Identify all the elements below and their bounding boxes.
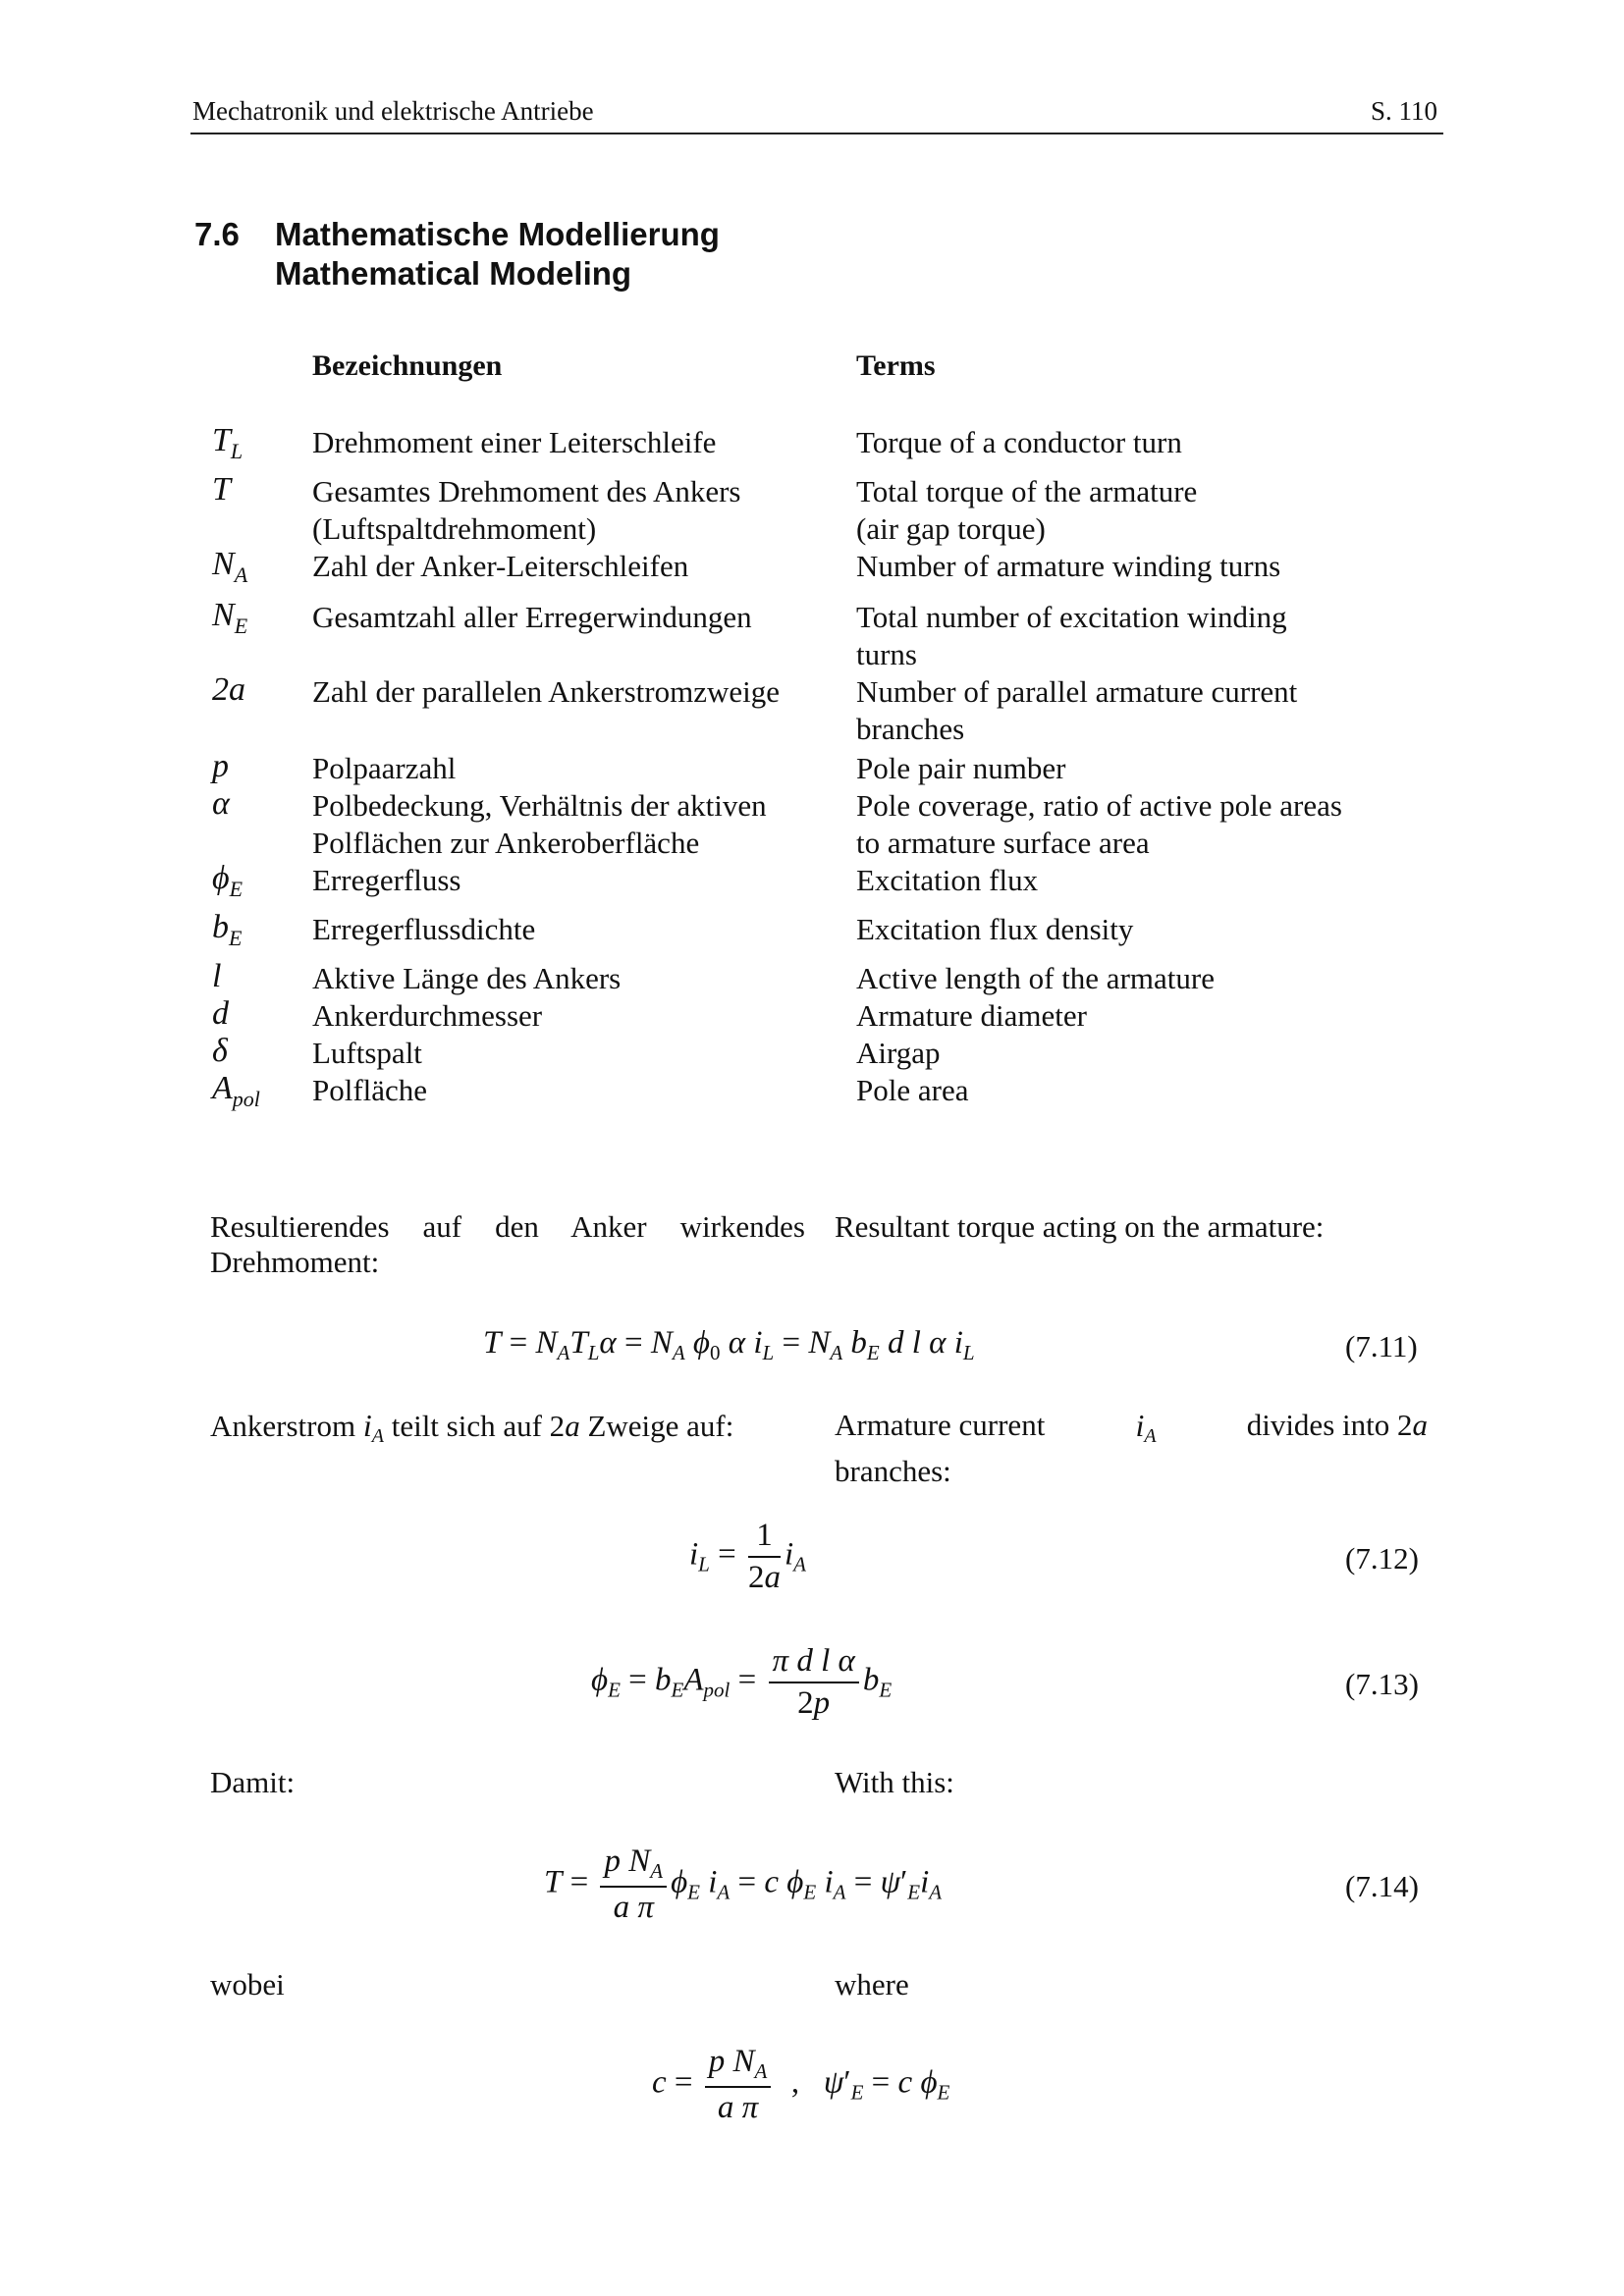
term-symbol: $b_E$ xyxy=(212,909,243,950)
ankerstrom-text-de-part1: Ankerstrom xyxy=(210,1409,356,1443)
equation-7-14: T = $\frac{p N_A}{\text{a π}}$ $\phi_E$ $i_A = c$ $\phi_E$ $i_A = \psi'_Ei_A$ xyxy=(544,1843,943,1925)
term-description-en: Number of parallel armature current branches xyxy=(856,674,1298,746)
term-symbol: p xyxy=(212,748,229,784)
term-description-en: Torque of a conductor turn xyxy=(856,425,1182,459)
armature-text-en-part1: Armature current xyxy=(835,1408,1046,1442)
equation-number-7-11: (7.11) xyxy=(1345,1329,1418,1363)
term-description-de: Drehmoment einer Leiterschleife xyxy=(312,425,717,459)
term-description-de: Erregerfluss xyxy=(312,863,461,897)
term-description-de: Polpaarzahl xyxy=(312,751,457,785)
section-number: 7.6 xyxy=(194,216,240,252)
equation-number-7-13: (7.13) xyxy=(1345,1667,1419,1701)
term-symbol: $N_E$ xyxy=(212,597,248,638)
equation-7-13: $\phi_E = b_EA_{pol}$ = $\frac{\text{π d l α}}{2p}$ $b_E$ xyxy=(591,1643,893,1721)
term-symbol: T xyxy=(212,471,231,507)
term-description-en: Pole pair number xyxy=(856,751,1066,785)
equation-number-7-12: (7.12) xyxy=(1345,1541,1419,1575)
term-symbol: l xyxy=(212,958,222,994)
page-number: S. 110 xyxy=(1371,96,1438,126)
term-description-en: Armature diameter xyxy=(856,998,1087,1033)
term-description-de: Polfläche xyxy=(312,1073,428,1107)
term-description-en: Airgap xyxy=(856,1036,941,1070)
column-heading-de: Bezeichnungen xyxy=(312,349,503,382)
term-description-de: Gesamtes Drehmoment des Ankers (Luftspaltdrehmoment) xyxy=(312,474,741,546)
term-symbol: 2a xyxy=(212,671,245,708)
term-symbol: δ xyxy=(212,1033,228,1069)
ankerstrom-text-de-part3: Zweige auf: xyxy=(587,1409,734,1443)
equation-number-7-14: (7.14) xyxy=(1345,1869,1419,1903)
term-description-de: Aktive Länge des Ankers xyxy=(312,961,622,995)
armature-text-en-part2: divides into 2 xyxy=(1246,1408,1413,1442)
term-description-de: Gesamtzahl aller Erregerwindungen xyxy=(312,600,752,634)
term-symbol: $A_{pol}$ xyxy=(212,1070,260,1111)
where-text: where xyxy=(835,1967,909,2002)
term-description-de: Luftspalt xyxy=(312,1036,422,1070)
running-header-title: Mechatronik und elektrische Antriebe xyxy=(192,96,594,126)
term-description-en: Total torque of the armature (air gap torque) xyxy=(856,474,1198,546)
section-title-en: Mathematical Modeling xyxy=(275,255,632,292)
with-this-text: With this: xyxy=(835,1765,954,1799)
term-description-en: Excitation flux xyxy=(856,863,1039,897)
section-title-de: Mathematische Modellierung xyxy=(275,216,720,252)
term-symbol: $\phi_E$ xyxy=(212,860,244,901)
term-description-en: Total number of excitation winding turns xyxy=(856,600,1287,671)
armature-text-en: Armature current $i_A$ divides into 2a branches: xyxy=(835,1408,1428,1488)
term-description-en: Pole coverage, ratio of active pole areas to armature surface area xyxy=(856,788,1342,860)
term-symbol: $T_L$ xyxy=(212,422,244,463)
term-description-de: Zahl der parallelen Ankerstromzweige xyxy=(312,674,780,709)
term-description-en: Excitation flux density xyxy=(856,912,1134,946)
term-description-de: Polbedeckung, Verhältnis der aktiven Polflächen zur Ankeroberfläche xyxy=(312,788,767,860)
equation-c-definition: c = $\frac{p N_A}{\text{a π}}$ , $\psi'_E = c$ $\phi_E$ xyxy=(652,2044,950,2125)
term-description-en: Pole area xyxy=(856,1073,969,1107)
damit-text: Damit: xyxy=(210,1765,296,1799)
armature-text-en-part3: branches: xyxy=(835,1454,951,1488)
term-symbol: $N_A$ xyxy=(212,546,248,587)
term-description-de: Ankerdurchmesser xyxy=(312,998,543,1033)
header-rule xyxy=(190,133,1443,134)
column-heading-en: Terms xyxy=(856,349,936,382)
equation-7-11: $T = N_AT_L\alpha = N_A$ $\phi_0$ α $i_L = N_A$ $b_E$ d l α $i_L$ xyxy=(483,1325,975,1364)
term-description-de: Erregerflussdichte xyxy=(312,912,536,946)
resultant-text-en: Resultant torque acting on the armature: xyxy=(835,1209,1325,1244)
ankerstrom-text-de-part2: teilt sich auf 2 xyxy=(391,1409,566,1443)
wobei-text: wobei xyxy=(210,1967,285,2002)
term-description-de: Zahl der Anker-Leiterschleifen xyxy=(312,549,689,583)
resultant-text-de: Resultierendes auf den Anker wirkendes Drehmoment: xyxy=(210,1209,805,1279)
term-symbol: α xyxy=(212,785,230,822)
ankerstrom-text-de: Ankerstrom $i_A$ teilt sich auf 2a Zweige auf: xyxy=(210,1408,734,1447)
term-description-en: Active length of the armature xyxy=(856,961,1215,995)
term-description-en: Number of armature winding turns xyxy=(856,549,1281,583)
term-symbol: d xyxy=(212,995,229,1032)
equation-7-12: $i_L$ = $\frac{1}{2a}$ $i_A$ xyxy=(689,1518,806,1595)
